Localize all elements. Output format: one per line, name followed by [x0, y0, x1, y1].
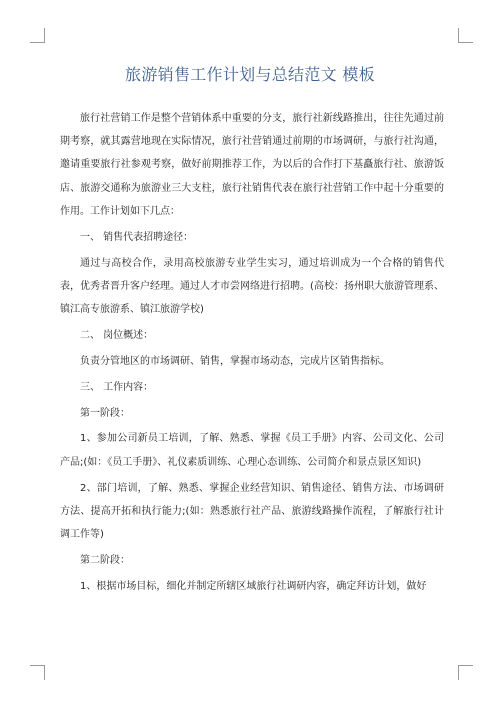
stage-heading: 第一阶段：	[80, 407, 130, 419]
list-item: 1、参加公司新员工培训，了解、熟悉、掌握《员工手册》内容、公司文化、公司产品;(如：《员工手册》、礼仪素质训练、心理心态训练、公司简介和景点景区知识)	[60, 433, 444, 468]
crop-mark-top-left	[30, 28, 45, 43]
document-body	[60, 107, 444, 601]
crop-mark-bottom-right	[458, 665, 473, 680]
section-heading: 二、 岗位概述：	[80, 329, 154, 341]
crop-mark-bottom-left	[30, 665, 45, 680]
crop-mark-top-right	[458, 28, 473, 43]
body-paragraph: 旅行社营销工作是整个营销体系中重要的分支，旅行社新线路推出，往往先通过前期考察，就其露营地现在实际情况，旅行社营销通过前期的市场调研，与旅行社沟通，邀请重要旅行社参观考察，做好前期推荐工作，为以后的合作打下基矗旅行社、旅游饭店、旅游交通称为旅游业三大支柱，旅行社销售代表在旅行社营销工作中起十分重要的作用。工作计划如下几点：	[60, 113, 444, 217]
section-heading: 三、 工作内容：	[80, 381, 154, 393]
body-paragraph: 负责分管地区的市场调研、销售，掌握市场动态，完成片区销售指标。	[80, 355, 390, 367]
list-item: 2、部门培训，了解、熟悉、掌握企业经营知识、销售途径、销售方法、市场调研方法、提高开拓和执行能力;(如：熟悉旅行社产品、旅游线路操作流程，了解旅行社计调工作等)	[60, 482, 444, 540]
body-paragraph: 通过与高校合作，录用高校旅游专业学生实习，通过培训成为一个合格的销售代表，优秀者晋升客户经理。通过人才市尝网络进行招聘。(高校：扬州职大旅游管理系、镇江高专旅游系、镇江旅游学校)	[60, 257, 444, 315]
section-heading: 一、 销售代表招聘途径：	[80, 231, 194, 243]
list-item: 1、根据市场目标，细化并制定所辖区域旅行社调研内容，确定拜访计划，做好	[80, 580, 427, 592]
document-title: 旅游销售工作计划与总结范文 模板	[125, 65, 375, 84]
stage-heading: 第二阶段：	[80, 554, 130, 566]
